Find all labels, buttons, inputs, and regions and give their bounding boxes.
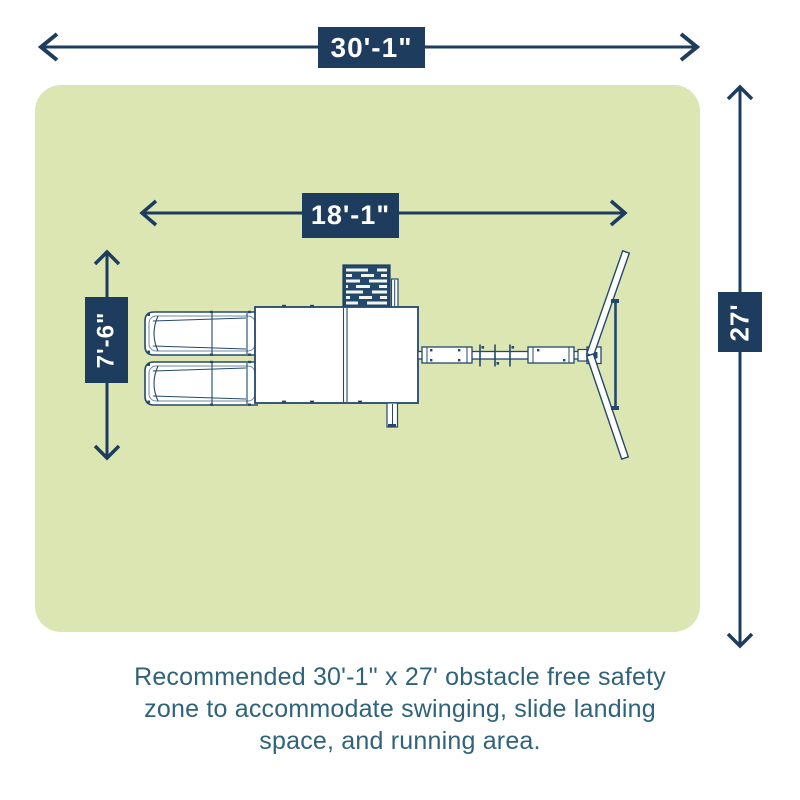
swing-beam	[418, 345, 601, 367]
access-ladder	[387, 403, 398, 428]
deck	[255, 305, 418, 403]
depth-dimension-label	[85, 297, 128, 383]
a-frame	[587, 251, 630, 459]
width-dimension-label	[318, 27, 425, 68]
inner-width-dimension-label	[302, 193, 399, 238]
caption-line-2: zone to accommodate swinging, slide landing	[144, 695, 656, 723]
a-frame-leg-bottom	[587, 354, 629, 459]
height-dimension-value: 27'	[724, 302, 755, 342]
width-dimension-value: 30'-1"	[330, 31, 413, 63]
inner-width-dimension-value: 18'-1"	[310, 200, 391, 230]
slide-top	[145, 311, 258, 356]
caption-line-3: space, and running area.	[259, 727, 541, 755]
a-frame-leg-top	[587, 251, 630, 356]
safety-zone-caption	[0, 661, 800, 757]
playset-top-view	[145, 251, 629, 459]
slide-bottom	[145, 361, 258, 406]
height-dimension-label	[718, 292, 762, 352]
depth-dimension-value: 7'-6"	[92, 311, 120, 369]
caption-line-1: Recommended 30'-1" x 27' obstacle free safety	[134, 663, 666, 691]
rock-wall	[343, 265, 390, 308]
height-dimension-arrow-icon	[728, 87, 752, 646]
